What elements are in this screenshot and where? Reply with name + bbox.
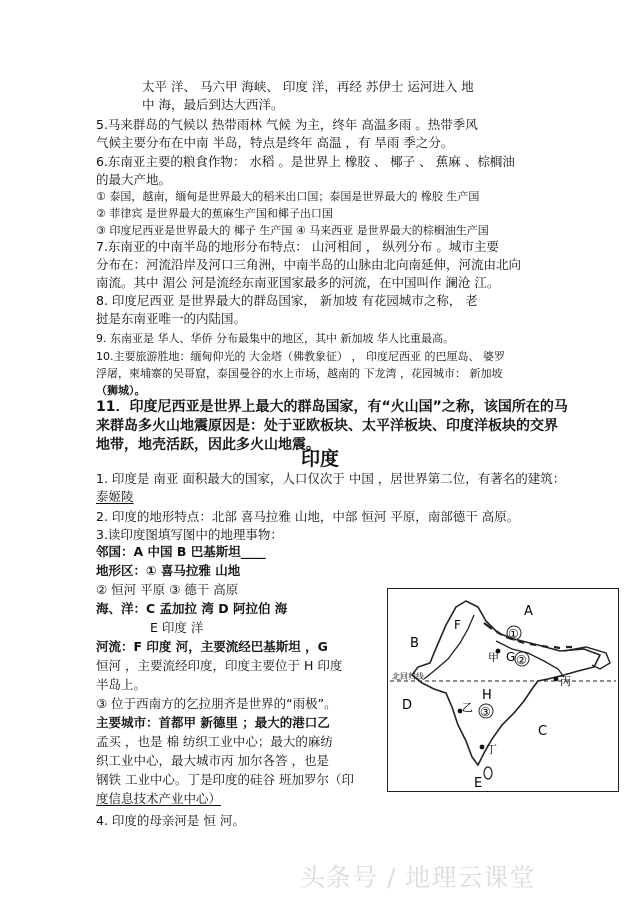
map-label-C: C [538,724,548,739]
map-number-2: ② [516,653,527,667]
text-line: 10.主要旅游胜地：缅甸仰光的 大金塔（佛教象征） ， 印度尼西亚 的巴厘岛、 婆罗 [96,350,505,363]
text-line: 8. 印度尼西亚 是世界最大的群岛国家， 新加坡 有花园城市之称， 老 [96,293,478,308]
map-label-yi: 乙 [462,701,473,714]
text-line: 气候主要分布在中南 半岛，特点是终年 高温 ，有 旱雨 季之分。 [96,135,454,150]
text-line: 河流：F 印度 河，主要流经巴基斯坦 ，G [96,639,328,654]
text-line: ③ 印度尼西亚是世界最大的 椰子 生产国 ④ 马来西亚 是世界最大的棕榈油生产国 [96,224,489,237]
text-line: 钢铁 工业中心。丁是印度的硅谷 班加罗尔（印 [96,772,354,787]
text-line: 主要城市：首都甲 新德里 ；最大的港口乙 [96,715,330,730]
city-bing [554,677,559,682]
section-title: 印度 [300,448,339,470]
text-line: 太平 洋、 马六甲 海峡、 印度 洋，再经 苏伊士 运河进入 地 [142,79,474,94]
text-line: 半岛上。 [96,677,147,692]
text-line: 9. 东南亚是 华人、华侨 分布最集中的地区，其中 新加坡 华人比重最高。 [96,332,454,345]
text-line: 挝是东南亚唯一的内陆国。 [96,311,247,326]
text-line: 来群岛多火山地震原因是：处于亚欧板块、太平洋板块、印度洋板块的交界 [96,418,558,434]
city-ding [480,745,485,750]
map-label-D: D [402,698,413,713]
map-label-H: H [482,688,492,703]
text-line: 3.读印度图填写图中的地理事物： [96,527,283,542]
text-line: 11．印度尼西亚是世界上最大的群岛国家，有“火山国”之称，该国所在的马 [96,399,568,415]
map-number-3: ③ [480,705,491,719]
text-line: ③ 位于西南方的乞拉朋齐是世界的“雨极”。 [96,696,337,711]
watermark: 头条号 / 地理云课堂 [300,863,536,892]
text-line: ① 泰国，越南，缅甸是世界最大的稻米出口国；泰国是世界最大的 橡胶 生产国 [96,190,480,203]
text-line: 海、洋：C 孟加拉 湾 D 阿拉伯 海 [96,601,288,616]
map-label-A: A [524,604,533,619]
text-line: ② 恒河 平原 ③ 德干 高原 [96,582,239,597]
india-outline [412,601,600,765]
indus-river [424,615,474,679]
text-line: 孟买 ，也是 棉 纺织工业中心；最大的麻纺 [96,734,333,749]
map-label-F: F [454,618,461,632]
text-line: E 印度 洋 [150,620,204,635]
text-line: 恒河 ，主要流经印度，印度主要位于 H 印度 [96,658,343,673]
text-line: 5.马来群岛的气候以 热带雨林 气候 为主，终年 高温多雨 。热带季风 [96,117,478,132]
text-line: 南流。其中 湄公 河是流经东南亚国家最多的河流，在中国叫作 澜沧 江。 [96,275,500,290]
map-number-1: ① [508,627,519,641]
himalaya-hatching [484,623,572,648]
india-map-svg [388,589,618,791]
text-line: 织工业中心，最大城市丙 加尔各答 ，也是 [96,753,329,768]
map-label-E: E [474,776,483,791]
text-line: 4. 印度的母亲河是 恒 河。 [96,813,245,828]
text-line: 泰姬陵 [96,489,134,504]
map-label-G: G [506,650,516,664]
india-map [387,588,619,792]
map-label-tropic: 北回归线 [392,672,424,681]
text-line: 地带，地壳活跃，因此多火山地震。 [96,437,320,453]
text-line: 6.东南亚主要的粮食作物： 水稻 。是世界上 橡胶 、 椰子 、 蕉麻 、棕榈油 [96,154,515,169]
text-line: 的最大产地。 [96,172,172,187]
sri-lanka [484,767,492,779]
text-line: 1. 印度是 南亚 面积最大的国家，人口仅次于 中国 ，居世界第二位，有著名的建筑： [96,471,566,486]
text-line: 地形区：① 喜马拉雅 山地 [96,563,241,578]
text-line: 浮屠，柬埔寨的吴哥窟，泰国曼谷的水上市场，越南的 下龙湾 ，花园城市： 新加坡 [96,367,503,380]
text-line: 邻国：A 中国 B 巴基斯坦____ [96,544,266,559]
text-line: ② 菲律宾 是世界最大的蕉麻生产国和椰子出口国 [96,207,333,220]
map-label-B: B [410,636,419,651]
text-line: 2. 印度的地形特点：北部 喜马拉雅 山地，中部 恒河 平原，南部德干 高原。 [96,509,520,524]
text-line: 中 海，最后到达大西洋。 [142,97,284,112]
text-line: 7.东南亚的中南半岛的地形分布特点： 山河相间 ， 纵列分布 。城市主要 [96,239,499,254]
text-line: （狮城）。 [96,384,146,397]
text-line: 分布在：河流沿岸及河口三角洲，中南半岛的山脉由北向南延伸，河流由北向 [96,257,522,272]
text-line: 度信息技术产业中心） [96,791,222,806]
map-label-ding: 丁 [486,743,497,756]
map-label-bing: 丙 [560,675,571,688]
map-label-jia: 甲 [488,651,499,664]
